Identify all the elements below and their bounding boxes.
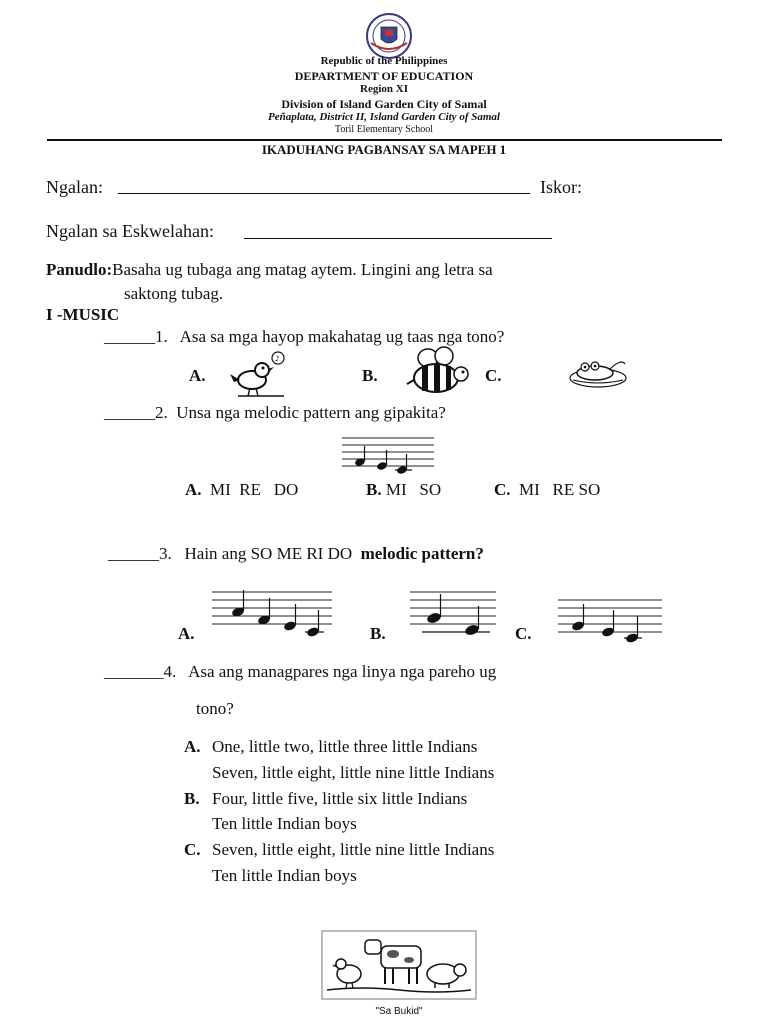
q3-option-a-staff[interactable] bbox=[210, 588, 334, 640]
instructions-line2: saktong tubag. bbox=[124, 284, 224, 303]
q1-option-a-letter[interactable]: A. bbox=[189, 366, 206, 385]
q4-option-a-letter[interactable]: A. bbox=[184, 737, 201, 756]
q4-option-c-letter[interactable]: C. bbox=[184, 840, 201, 859]
question-number-2: 2. bbox=[155, 403, 168, 422]
q4-option-c-line2[interactable]: Ten little Indian boys bbox=[212, 866, 357, 885]
bee-icon[interactable] bbox=[406, 346, 470, 398]
name-field[interactable] bbox=[118, 193, 530, 194]
farm-animals-icon bbox=[321, 930, 477, 1000]
q4-option-a-line2[interactable]: Seven, little eight, little nine little Indians bbox=[212, 763, 495, 782]
q3-option-a-letter[interactable]: A. bbox=[178, 624, 195, 643]
frog-icon[interactable] bbox=[565, 356, 631, 390]
bird-icon[interactable] bbox=[228, 350, 286, 400]
question-number-1: 1. bbox=[155, 327, 168, 346]
q2-option-a[interactable] bbox=[185, 480, 298, 500]
q2-option-a-letter: A. bbox=[185, 480, 202, 499]
answer-blank-4[interactable]: _______ bbox=[104, 662, 164, 681]
svg-text:♪: ♪ bbox=[275, 355, 280, 363]
question-text-3-bold: melodic pattern? bbox=[360, 544, 484, 563]
question-text-3: Hain ang SO ME RI DO bbox=[184, 544, 353, 563]
q4-option-a-line1[interactable]: One, little two, little three little Indians bbox=[212, 737, 478, 756]
q2-option-c[interactable] bbox=[494, 480, 600, 500]
department-text: DEPARTMENT OF EDUCATION bbox=[294, 69, 474, 83]
answer-blank-3[interactable]: ______ bbox=[108, 544, 159, 563]
q4-option-b-line2[interactable]: Ten little Indian boys bbox=[212, 814, 357, 833]
q3-option-b-letter[interactable]: B. bbox=[370, 624, 386, 643]
q4-option-b-line1[interactable]: Four, little five, little six little Indians bbox=[212, 789, 468, 808]
q3-option-b-staff[interactable] bbox=[408, 588, 498, 640]
q2-option-a-text: MI RE DO bbox=[210, 480, 299, 499]
q2-option-b[interactable] bbox=[366, 480, 441, 500]
q2-option-b-letter: B. bbox=[366, 480, 382, 499]
score-label: Iskor: bbox=[540, 177, 582, 197]
question-text-4-cont: tono? bbox=[196, 699, 234, 718]
q4-option-c-line1[interactable]: Seven, little eight, little nine little Indians bbox=[212, 840, 495, 859]
division-text: Division of Island Garden City of Samal bbox=[281, 97, 487, 111]
instructions bbox=[46, 260, 493, 280]
question-4 bbox=[104, 662, 496, 682]
instructions-label: Panudlo: bbox=[46, 260, 113, 279]
answer-blank-1[interactable]: ______ bbox=[104, 327, 155, 346]
school-label: Ngalan sa Eskwelahan: bbox=[46, 221, 214, 241]
school-text: Toril Elementary School bbox=[334, 124, 434, 135]
name-label: Ngalan: bbox=[46, 177, 103, 197]
region-text: Region XI bbox=[360, 83, 408, 95]
district-text: Peñaplata, District II, Island Garden City of Samal bbox=[268, 111, 500, 123]
q2-option-c-letter: C. bbox=[494, 480, 511, 499]
school-field[interactable] bbox=[244, 238, 552, 239]
header-divider bbox=[47, 139, 722, 141]
q2-option-c-text: MI RE SO bbox=[519, 480, 601, 499]
farm-image-caption: "Sa Bukid" bbox=[375, 1006, 423, 1017]
republic-text: Republic of the Philippines bbox=[320, 55, 448, 67]
question-1 bbox=[104, 327, 504, 347]
question-text-1: Asa sa mga hayop makahatag ug taas nga tono? bbox=[179, 327, 505, 346]
q3-option-c-letter[interactable]: C. bbox=[515, 624, 532, 643]
section-heading: I -MUSIC bbox=[46, 305, 120, 324]
question-text-2: Unsa nga melodic pattern ang gipakita? bbox=[176, 403, 446, 422]
question-number-4: 4. bbox=[163, 662, 177, 681]
q4-option-b-letter[interactable]: B. bbox=[184, 789, 200, 808]
q3-option-c-staff[interactable] bbox=[556, 596, 664, 646]
instructions-line1: Basaha ug tubaga ang matag aytem. Lingini ang letra sa bbox=[112, 260, 493, 279]
question-text-4: Asa ang managpares nga linya nga pareho ug bbox=[188, 662, 497, 681]
q2-option-b-text: MI SO bbox=[385, 480, 442, 499]
q2-staff-notation bbox=[340, 434, 436, 476]
question-2 bbox=[104, 403, 446, 423]
deped-seal-icon bbox=[361, 13, 417, 59]
page-title: IKADUHANG PAGBANSAY SA MAPEH 1 bbox=[261, 142, 507, 157]
question-3 bbox=[108, 544, 484, 564]
question-number-3: 3. bbox=[159, 544, 172, 563]
q1-option-b-letter[interactable]: B. bbox=[362, 366, 378, 385]
q1-option-c-letter[interactable]: C. bbox=[485, 366, 502, 385]
answer-blank-2[interactable]: ______ bbox=[104, 403, 155, 422]
